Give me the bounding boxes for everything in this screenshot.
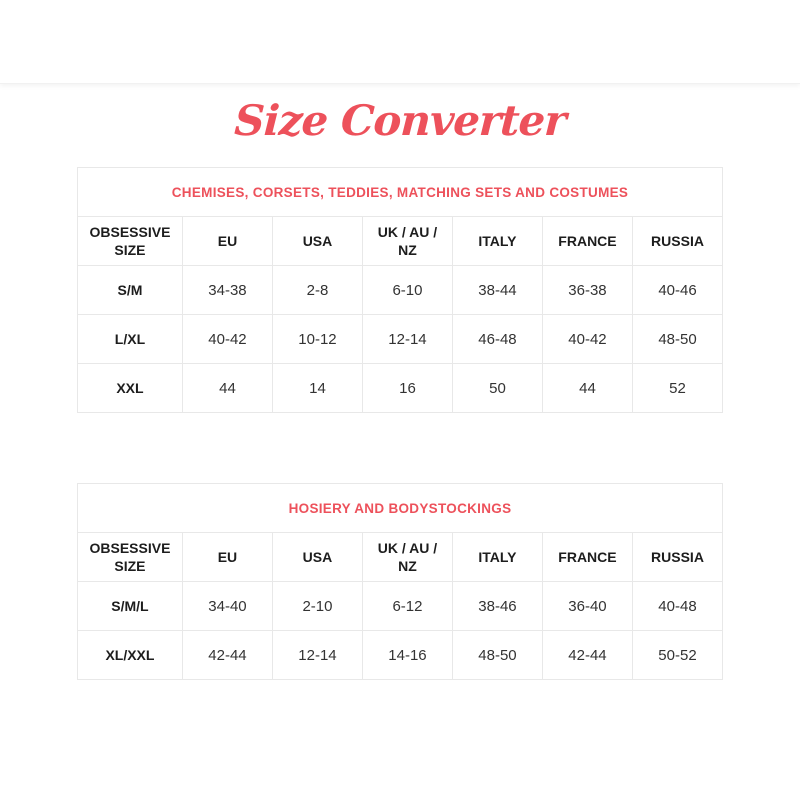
table-row [77,631,722,680]
size-value-cell: 12-14 [362,315,452,364]
table-row [77,315,722,364]
size-value-cell: 48-50 [632,315,722,364]
column-header: EU [182,533,272,582]
size-value-cell: 10-12 [272,315,362,364]
size-label-cell: S/M [77,266,182,315]
size-value-cell: 2-10 [272,582,362,631]
column-header: OBSESSIVE SIZE [77,533,182,582]
size-value-cell: 12-14 [272,631,362,680]
size-label-cell: XL/XXL [77,631,182,680]
table-row [77,582,722,631]
column-header: USA [272,533,362,582]
column-header: FRANCE [542,217,632,266]
size-value-cell: 6-12 [362,582,452,631]
header-band [0,0,800,84]
size-value-cell: 48-50 [452,631,542,680]
table-caption-row [77,484,722,533]
size-value-cell: 42-44 [542,631,632,680]
size-value-cell: 42-44 [182,631,272,680]
table-caption: CHEMISES, CORSETS, TEDDIES, MATCHING SETS AND COSTUMES [77,168,722,217]
size-value-cell: 40-42 [542,315,632,364]
size-label-cell: S/M/L [77,582,182,631]
column-header: USA [272,217,362,266]
size-value-cell: 40-42 [182,315,272,364]
table-header-row [77,217,722,266]
column-header: FRANCE [542,533,632,582]
size-value-cell: 50 [452,364,542,413]
column-header: ITALY [452,217,542,266]
size-value-cell: 46-48 [452,315,542,364]
column-header: UK / AU / NZ [362,217,452,266]
column-header: ITALY [452,533,542,582]
size-value-cell: 14 [272,364,362,413]
size-value-cell: 36-40 [542,582,632,631]
table-row [77,364,722,413]
size-value-cell: 40-46 [632,266,722,315]
size-value-cell: 6-10 [362,266,452,315]
size-table-hosiery-bodystockings [77,483,723,680]
page-title: Size Converter [233,96,567,145]
size-value-cell: 2-8 [272,266,362,315]
table-row [77,266,722,315]
size-value-cell: 36-38 [542,266,632,315]
column-header: RUSSIA [632,217,722,266]
size-value-cell: 34-38 [182,266,272,315]
size-value-cell: 34-40 [182,582,272,631]
size-label-cell: XXL [77,364,182,413]
size-value-cell: 44 [182,364,272,413]
size-table-chemises-corsets [77,167,723,413]
column-header: RUSSIA [632,533,722,582]
size-value-cell: 52 [632,364,722,413]
size-value-cell: 38-46 [452,582,542,631]
column-header: OBSESSIVE SIZE [77,217,182,266]
table-header-row [77,533,722,582]
size-label-cell: L/XL [77,315,182,364]
size-value-cell: 50-52 [632,631,722,680]
size-value-cell: 44 [542,364,632,413]
column-header: EU [182,217,272,266]
size-value-cell: 16 [362,364,452,413]
table-caption: HOSIERY AND BODYSTOCKINGS [77,484,722,533]
size-value-cell: 38-44 [452,266,542,315]
column-header: UK / AU / NZ [362,533,452,582]
table-caption-row [77,168,722,217]
size-value-cell: 14-16 [362,631,452,680]
size-value-cell: 40-48 [632,582,722,631]
